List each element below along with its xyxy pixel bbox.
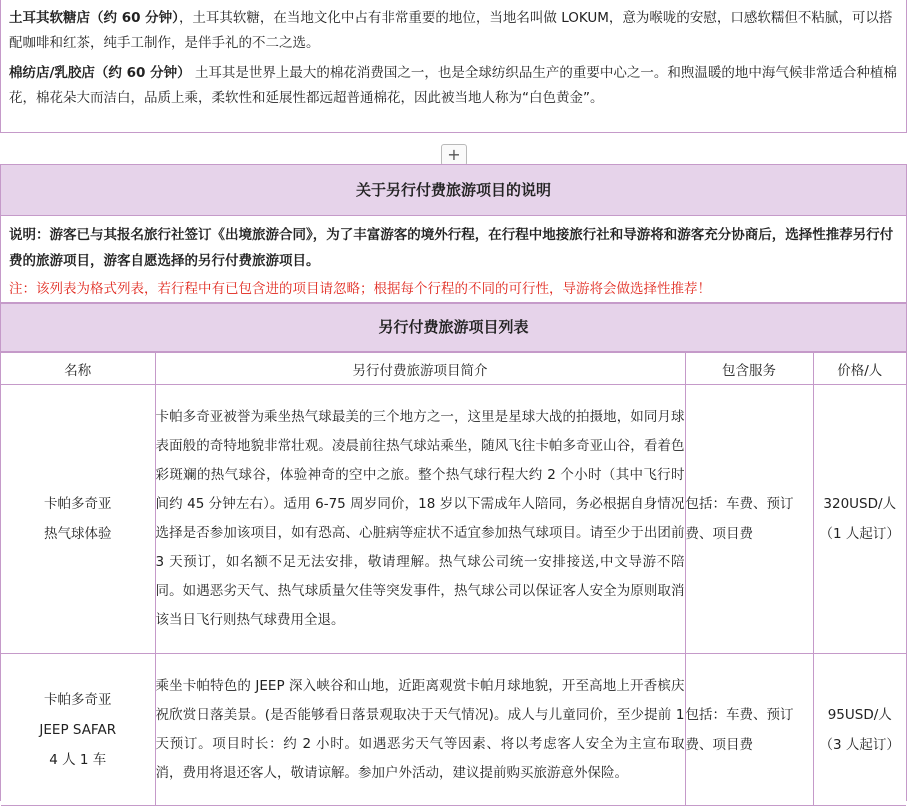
- table-row: [1, 654, 906, 806]
- tour-description-cell: 乘坐卡帕特色的 JEEP 深入峡谷和山地，近距离观赏卡帕月球地貌，开至高地上开香槟庆祝欣赏日落美景。(是否能够看日落景观取决于天气情况)。成人与儿童同价，至少提前 1 天预订。项目时长：约 2 小时。如遇恶劣天气等因素、将以考虑客人安全为主宣布取消，费用将退还客人，敬请谅解。参加户外活动，建议提前购买旅游意外保险。: [155, 654, 685, 806]
- column-header-name: 名称: [1, 353, 155, 385]
- notice-title: 关于另行付费旅游项目的说明: [1, 165, 906, 216]
- tour-price-cell: [813, 385, 906, 654]
- notice-body-text: 说明：游客已与其报名旅行社签订《出境旅游合同》，为了丰富游客的境外行程，在行程中地接旅行社和导游将和游客充分协商后，选择性推荐另行付费的旅游项目，游客自愿选择的另行付费旅游项目。: [9, 227, 894, 269]
- intro-paragraph-cotton-store: [9, 61, 898, 111]
- expand-plus-button[interactable]: +: [441, 144, 467, 166]
- tour-price: 320USD/人: [823, 496, 897, 512]
- column-header-services: 包含服务: [685, 353, 813, 385]
- intro-paragraph-title: 土耳其软糖店（约 60 分钟）: [9, 10, 179, 26]
- column-header-description: 另行付费旅游项目简介: [155, 353, 685, 385]
- optional-tours-section: [0, 303, 907, 801]
- tour-name-line: 热气球体验: [44, 526, 112, 542]
- tour-name-line: 4 人 1 车: [49, 751, 107, 768]
- notice-section: [0, 164, 907, 303]
- tour-name-line: 卡帕多奇亚: [44, 496, 112, 512]
- table-header-row: [1, 353, 906, 385]
- tour-description-cell: 卡帕多奇亚被誉为乘坐热气球最美的三个地方之一，这里是星球大战的拍摄地，如同月球表面般的奇特地貌非常壮观。凌晨前往热气球站乘坐，随风飞往卡帕多奇亚山谷，看着色彩斑斓的热气球谷，体验神奇的空中之旅。整个热气球行程大约 2 个小时（其中飞行时间约 45 分钟左右）。适用 6-75 周岁同价，18 岁以下需成年人陪同，务必根据自身情况选择是否参加该项目，如有恐高、心脏病等症状不适宜参加热气球项目。请至少于出团前 3 天预订，如名额不足无法安排，敬请理解。热气球公司统一安排接送,中文导游不陪同。如遇恶劣天气、热气球质量欠佳等突发事件，热气球公司以保证客人安全为原则取消该当日飞行则热气球费用全退。: [155, 385, 685, 654]
- intro-paragraph-turkish-delight: [9, 6, 898, 56]
- notice-warning-text: 注：该列表为格式列表，若行程中有已包含进的项目请忽略；根据每个行程的不同的可行性，导游将会做选择性推荐！: [9, 281, 711, 297]
- tour-name-cell: [1, 654, 155, 806]
- intro-paragraph-title: 棉纺店/乳胶店（约 60 分钟）: [9, 65, 191, 81]
- tour-price: 95USD/人: [827, 706, 892, 723]
- optional-tours-table: [1, 352, 906, 806]
- optional-tours-title: 另行付费旅游项目列表: [1, 304, 906, 352]
- tour-name-cell: [1, 385, 155, 654]
- tour-min-booking: （3 人起订）: [819, 736, 900, 753]
- tour-name-line: JEEP SAFAR: [39, 721, 117, 738]
- tour-services-cell: 包括：车费、预订费、项目费: [685, 654, 813, 806]
- table-row: [1, 385, 906, 654]
- shopping-intro-section: [0, 0, 907, 133]
- column-header-price: 价格/人: [813, 353, 906, 385]
- tour-min-booking: （1 人起订）: [819, 526, 900, 542]
- intro-paragraph-text: ，土耳其软糖，在当地文化中占有非常重要的地位，当地名叫做 LOKUM，意为喉咙的安慰，口感软糯但不粘腻，可以搭配咖啡和红茶，纯手工制作，是伴手礼的不二之选。: [9, 10, 893, 51]
- intro-paragraph-text: 土耳其是世界上最大的棉花消费国之一，也是全球纺织品生产的重要中心之一。和煦温暖的地中海气候非常适合种植棉花，棉花朵大而洁白，品质上乘，柔软性和延展性都远超普通棉花，因此被当地人称为“白色黄金”。: [9, 65, 897, 106]
- tour-name-line: 卡帕多奇亚: [44, 691, 112, 708]
- tour-price-cell: [813, 654, 906, 806]
- tour-services-cell: 包括：车费、预订费、项目费: [685, 385, 813, 654]
